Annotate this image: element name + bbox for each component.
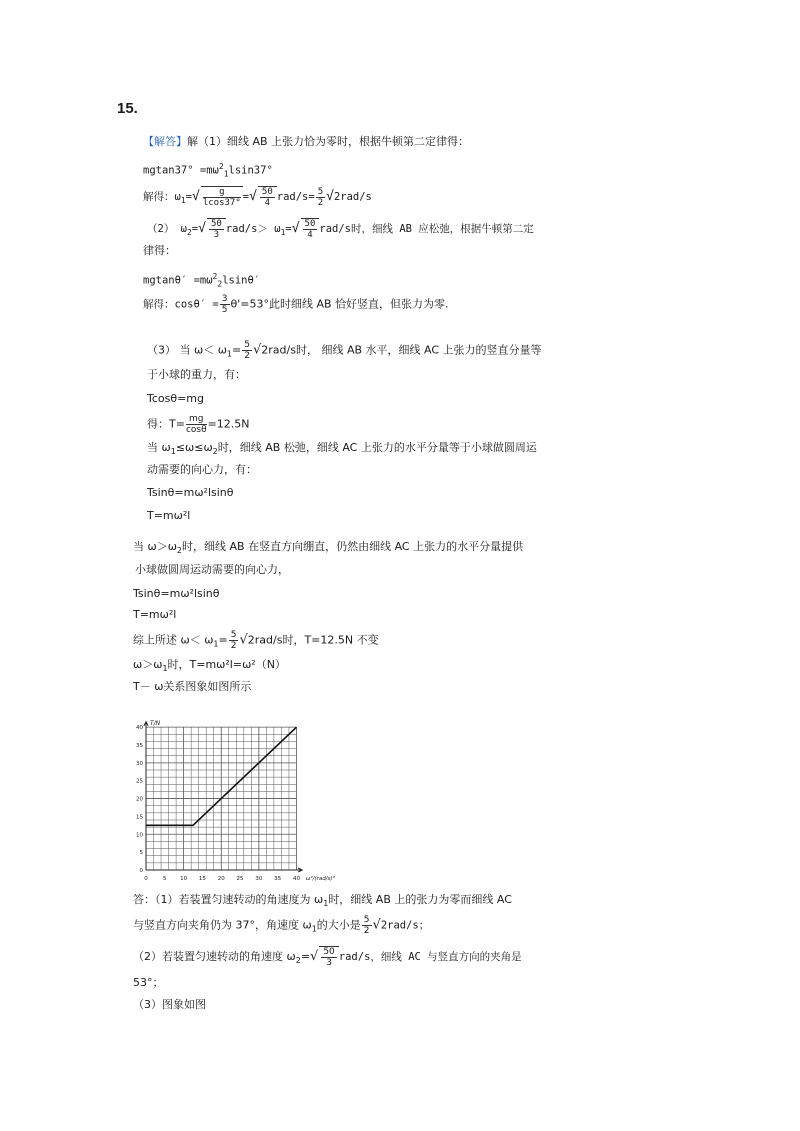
text: 答：（1）若装置匀速转动的角速度为 ω: [133, 893, 324, 906]
line-10: Tcosθ=mg: [147, 392, 205, 405]
sqrt-icon: √: [198, 221, 206, 236]
formula-sub: 2: [176, 546, 183, 556]
sqrt-icon: √: [191, 189, 200, 204]
y-tick-label: 30: [136, 760, 143, 767]
line-9: 于小球的重力，有：: [147, 368, 246, 381]
numerator: 50: [261, 187, 273, 197]
text: 当 ω: [147, 441, 171, 454]
text: 2rad/s；: [380, 919, 430, 932]
fraction: [321, 947, 336, 968]
text: 时，细线 AB 在竖直方向绷直，仍然由细线 AC 上张力的水平分量提供: [182, 540, 524, 553]
x-tick-label: 10: [180, 876, 188, 882]
y-tick-label: 0: [139, 868, 143, 874]
denominator: 3: [326, 958, 332, 968]
line-4: [147, 218, 534, 240]
fraction: [260, 187, 275, 208]
line-20: [133, 630, 379, 652]
text: 2rad/s时，T=12.5N 不变: [247, 633, 379, 647]
line-3: [143, 186, 372, 208]
formula-text: 解得：cosθ′ =: [143, 298, 219, 311]
formula-text: lsinθ′: [222, 274, 261, 287]
denominator: 2: [317, 197, 324, 208]
numerator: 50: [304, 219, 316, 229]
text: 时，细线 AB 上的张力为零而细线 AC: [328, 893, 512, 906]
answer-line-3: [133, 946, 522, 968]
equals-sign: =: [300, 950, 311, 963]
formula-sup: 2: [212, 272, 218, 281]
numerator: 5: [230, 630, 237, 640]
line-5: 律得：: [143, 244, 176, 257]
denominator: 4: [307, 230, 313, 240]
x-tick-label: 30: [255, 876, 263, 882]
label-text: 解得：: [143, 191, 175, 203]
y-tick-label: 25: [136, 778, 143, 785]
text: 与竖直方向夹角仍为 37°，角速度 ω: [133, 918, 312, 932]
denominator: 5: [221, 305, 228, 315]
omega-symbol: ω: [174, 191, 181, 203]
text: rad/s＞ ω: [225, 223, 281, 235]
fraction: [220, 294, 230, 315]
answer-line-1: [133, 893, 512, 911]
formula-sub: 1: [311, 924, 317, 934]
text: =12.5N: [207, 417, 250, 431]
line-12: [147, 441, 537, 459]
text: 综上所述 ω＜ ω: [133, 633, 214, 647]
fraction: [316, 187, 325, 208]
denominator: 3: [213, 230, 220, 240]
line-7: [143, 294, 449, 315]
text: 的大小是: [316, 918, 361, 932]
formula-sub: 1: [323, 899, 329, 909]
t-omega-chart: [128, 700, 335, 890]
line-17: 小球做圆周运动需要的向心力，: [135, 563, 289, 576]
y-axis-label: T/N: [150, 719, 161, 727]
formula-sup: 2: [218, 162, 224, 171]
formula-sub: 1: [162, 664, 168, 674]
line-11: [147, 414, 250, 435]
text: （2） ω: [147, 223, 187, 235]
sqrt-icon: √: [252, 342, 262, 358]
sqrt-icon: √: [239, 632, 248, 648]
formula-sub: 2: [295, 956, 301, 966]
numerator: 50: [210, 219, 222, 229]
line-14: Tsinθ=mω²lsinθ: [147, 486, 234, 499]
text: rad/s，细线 AC 与竖直方向的夹角是: [338, 951, 522, 963]
y-tick-label: 20: [136, 796, 143, 803]
x-tick-label: 35: [274, 876, 282, 882]
text: （3） 当 ω＜ ω: [147, 343, 227, 357]
answer-line-4: 53°；: [133, 976, 164, 989]
equals-sign: =: [191, 223, 199, 235]
denominator: 2: [363, 926, 370, 936]
line-16: [133, 540, 523, 558]
text: 当 ω＞ω: [133, 540, 177, 553]
text: ω＞ω: [133, 658, 163, 671]
fraction: [303, 219, 318, 240]
line-1-text: 解（1）细线 AB 上张力恰为零时，根据牛顿第二定律得：: [187, 135, 470, 148]
denominator: 2: [244, 351, 250, 361]
fraction: [209, 219, 224, 240]
line-1: [143, 135, 469, 149]
text: 2rad/s时， 细线 AB 水平，细线 AC 上张力的竖直分量等: [261, 343, 542, 357]
denominator: 2: [230, 641, 237, 651]
y-tick-label: 15: [136, 814, 143, 821]
text: 得：T=: [147, 417, 185, 431]
y-tick-label: 35: [136, 743, 143, 749]
numerator: 5: [363, 915, 370, 925]
text: 时，细线 AB 松弛，细线 AC 上张力的水平分量等于小球做圆周运: [217, 441, 537, 454]
text: θ'=53°此时细线 AB 恰好竖直，但张力为零.: [230, 297, 449, 311]
formula-sub: 1: [223, 169, 229, 179]
x-axis-label: ω²/(rad/s)²: [305, 876, 335, 882]
line-8: [147, 340, 542, 362]
problem-number: 15.: [117, 100, 138, 117]
line-18: Tsinθ=mω²lsinθ: [133, 587, 220, 600]
formula-sub: 2: [186, 228, 192, 238]
fraction: [203, 187, 241, 208]
numerator: 5: [317, 186, 324, 197]
text: （2）若装置匀速转动的角速度 ω: [133, 950, 296, 963]
formula-text: mgtan37° =mω: [143, 164, 219, 177]
numerator: mg: [186, 414, 207, 425]
x-tick-label: 5: [163, 876, 167, 882]
formula-sub: 2: [212, 447, 218, 457]
formula-sub: 2: [217, 279, 223, 289]
text: 时，T=mω²l=ω²（N）: [167, 658, 286, 671]
numerator: 3: [221, 294, 228, 304]
x-tick-label: 40: [292, 876, 300, 882]
formula-sub: 1: [170, 447, 176, 457]
formula-sub: 1: [180, 196, 186, 206]
fraction: [186, 414, 207, 435]
numerator: g: [203, 187, 241, 198]
equals-sign: =: [242, 191, 250, 203]
line-2: [143, 160, 273, 182]
text: rad/s时，细线 AB 应松弛，根据牛顿第二定: [319, 223, 534, 235]
x-tick-label: 25: [236, 876, 244, 882]
line-22: T－ ω关系图象如图所示: [133, 680, 252, 693]
formula-text: lsin37°: [228, 164, 273, 177]
line-21: [133, 658, 286, 676]
line-19: T=mω²l: [133, 608, 177, 621]
text: ≤ω≤ω: [175, 441, 213, 454]
unit-text: 2rad/s: [333, 191, 372, 203]
fraction: [229, 630, 239, 651]
equals-sign: =: [285, 223, 292, 235]
formula-text: mgtanθ′ =mω: [143, 274, 213, 287]
answer-tag: 【解答】: [143, 135, 187, 148]
line-15: T=mω²l: [147, 509, 191, 522]
formula-sub: 1: [226, 349, 233, 359]
y-tick-label: 10: [136, 832, 143, 839]
denominator: 4: [264, 198, 271, 208]
formula-sub: 1: [280, 228, 286, 238]
sqrt-icon: √: [310, 949, 319, 964]
line-6: [143, 270, 260, 292]
fraction: [362, 915, 372, 936]
sqrt-icon: √: [326, 189, 334, 204]
x-tick-label: 20: [217, 876, 225, 882]
y-tick-label: 5: [139, 850, 143, 857]
formula-sub: 1: [213, 639, 219, 649]
denominator: cosθ: [185, 425, 207, 435]
x-tick-label: 0: [144, 876, 148, 882]
equals-sign: =: [232, 343, 242, 357]
sqrt-icon: √: [372, 917, 381, 933]
sqrt-icon: √: [249, 189, 257, 204]
equals-sign: =: [185, 191, 192, 203]
numerator: 50: [323, 947, 335, 957]
line-13: 动需要的向心力，有：: [147, 463, 257, 476]
unit-text: rad/s=: [276, 191, 315, 203]
equals-sign: =: [218, 633, 228, 647]
answer-line-2: [133, 915, 429, 937]
fraction: [242, 340, 252, 361]
y-tick-label: 40: [136, 725, 143, 732]
sqrt-icon: √: [291, 221, 300, 236]
x-tick-label: 15: [198, 876, 206, 882]
numerator: 5: [244, 340, 250, 350]
denominator: lcos37°: [202, 198, 241, 208]
answer-line-5: （3）图象如图: [133, 998, 206, 1011]
